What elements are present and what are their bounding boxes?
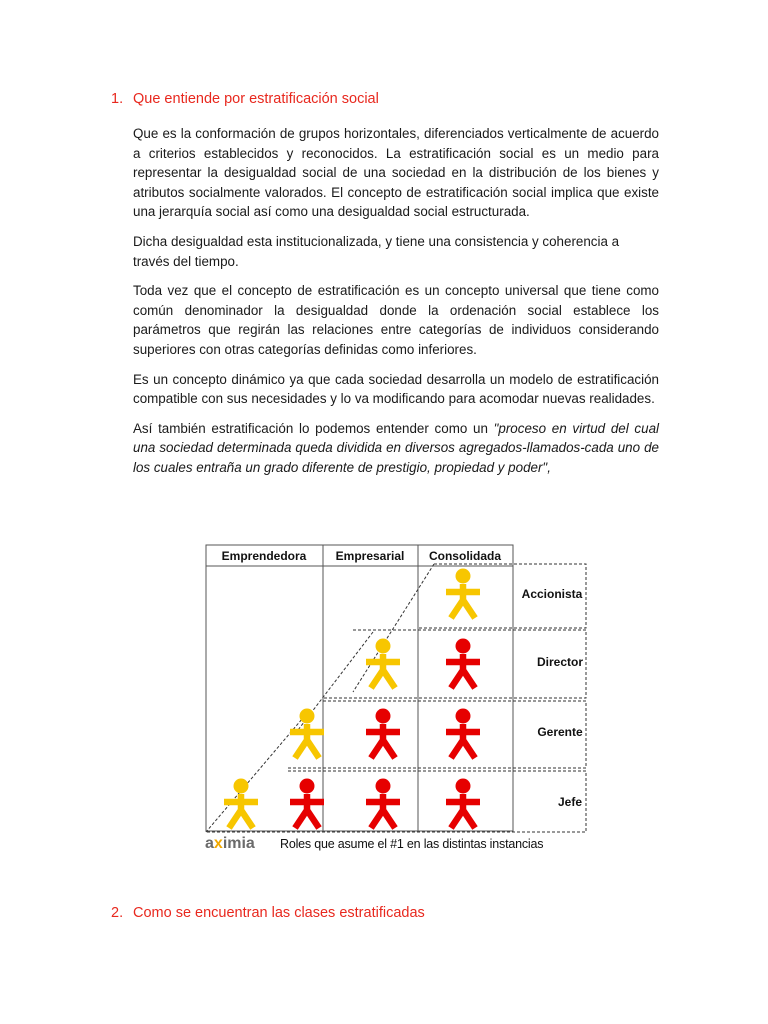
section-1-body (133, 124, 659, 488)
person-icon-yellow (366, 639, 400, 689)
role-label-accionista: Accionista (521, 587, 583, 601)
column-header-empresarial: Empresarial (335, 549, 405, 563)
role-label-director: Director (536, 655, 584, 669)
person-icon-red (366, 779, 400, 829)
person-icon-yellow (224, 779, 258, 829)
aximia-logo: aximia (205, 835, 255, 852)
column-header-emprendedora: Emprendedora (221, 549, 307, 563)
role-label-jefe: Jefe (557, 795, 583, 809)
column-header-consolidada: Consolidada (428, 549, 502, 563)
section-2-heading (111, 905, 425, 921)
quote-intro: Así también estratificación lo podemos entender como un (133, 420, 494, 436)
section-1-title: Que entiende por estratificación social (133, 91, 379, 107)
person-icon-red (446, 709, 480, 759)
section-2-title: Como se encuentran las clases estratificadas (133, 905, 425, 921)
quote-text: "proceso en virtud del cual una sociedad determinada queda dividida en diversos agregados-llamados-cada uno de los cuales entraña un grado diferente de prestigio, propiedad y poder", (133, 420, 659, 475)
stratification-figure (198, 542, 590, 858)
paragraph-3: Toda vez que el concepto de estratificación es un concepto universal que tiene como común denominador la desigualdad donde la ordenación social establece los parámetros que regirán las relaciones entre categorías de individuos considerando superiores con otras categorías definidas como inferiores. (133, 283, 659, 357)
section-1-heading (111, 91, 379, 107)
paragraph-4: Es un concepto dinámico ya que cada sociedad desarrolla un modelo de estratificación compatible con sus necesidades y lo va modificando para acomodar nuevas realidades. (133, 371, 659, 407)
paragraph-5 (133, 419, 659, 478)
person-icon-yellow (290, 709, 324, 759)
person-icon-red (290, 779, 324, 829)
figure-caption: Roles que asume el #1 en las distintas instancias (280, 837, 544, 851)
person-icon-yellow (446, 569, 480, 619)
roles-diagram (198, 542, 590, 834)
person-icon-red (446, 639, 480, 689)
section-2-number: 2. (111, 905, 124, 921)
paragraph-2: Dicha desigualdad esta institucionalizada, y tiene una consistencia y coherencia a través del tiempo. (133, 233, 620, 269)
person-icon-red (366, 709, 400, 759)
role-label-gerente: Gerente (537, 725, 583, 739)
person-icon-red (446, 779, 480, 829)
paragraph-1: Que es la conformación de grupos horizontales, diferenciados verticalmente de acuerdo a criterios establecidos y reconocidos. La estratificación social es un medio para representar la desigualdad social de una sociedad en la distribución de los bienes y atributos socialmente valorados. El concepto de estratificación social implica que existe una jerarquía social así como una desigualdad social estructurada. (133, 126, 659, 220)
section-1-number: 1. (111, 91, 124, 107)
